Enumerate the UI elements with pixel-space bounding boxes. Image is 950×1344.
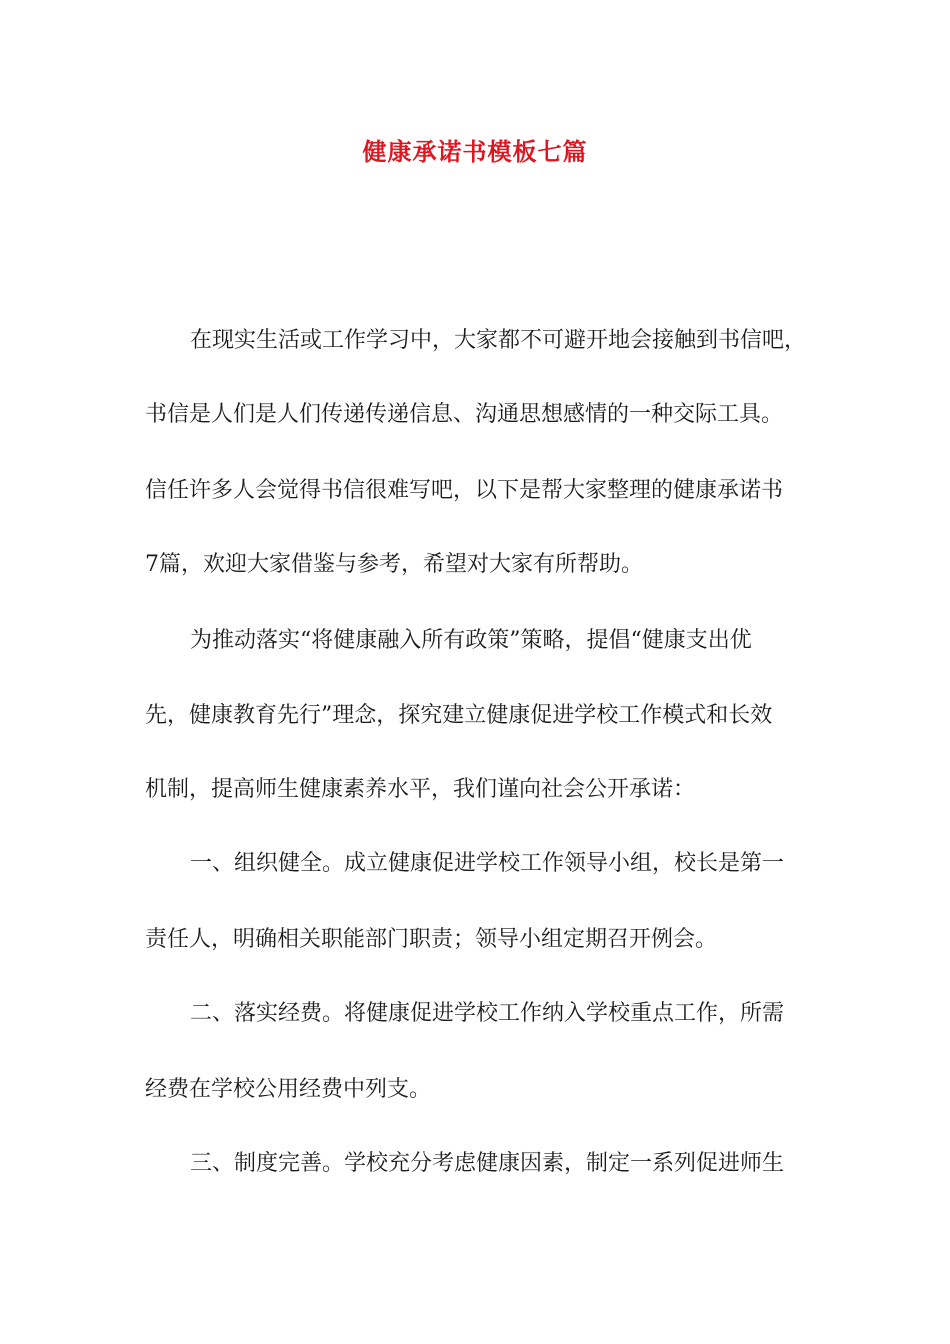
paragraph-line: 先，健康教育先行”理念，探究建立健康促进学校工作模式和长效	[145, 703, 773, 728]
document-title: 健康承诺书模板七篇	[362, 138, 588, 166]
paragraph-line: 三、制度完善。学校充分考虑健康因素，制定一系列促进师生	[190, 1151, 785, 1176]
paragraph-line: 一、组织健全。成立健康促进学校工作领导小组，校长是第一	[190, 851, 785, 876]
paragraph-line: 责任人，明确相关职能部门职责；领导小组定期召开例会。	[145, 927, 718, 952]
paragraph-line: 7篇，欢迎大家借鉴与参考，希望对大家有所帮助。	[145, 552, 643, 577]
paragraph-line: 书信是人们是人们传递传递信息、沟通思想感情的一种交际工具。	[145, 402, 784, 427]
paragraph-line: 在现实生活或工作学习中，大家都不可避开地会接触到书信吧，	[190, 328, 807, 353]
paragraph-line: 信任许多人会觉得书信很难写吧，以下是帮大家整理的健康承诺书	[145, 478, 784, 503]
paragraph-line: 二、落实经费。将健康促进学校工作纳入学校重点工作，所需	[190, 1001, 785, 1026]
paragraph-line: 经费在学校公用经费中列支。	[145, 1077, 432, 1102]
paragraph-line: 机制，提高师生健康素养水平，我们谨向社会公开承诺：	[145, 777, 696, 802]
paragraph-line: 为推动落实“将健康融入所有政策”策略，提倡“健康支出优	[190, 628, 752, 653]
